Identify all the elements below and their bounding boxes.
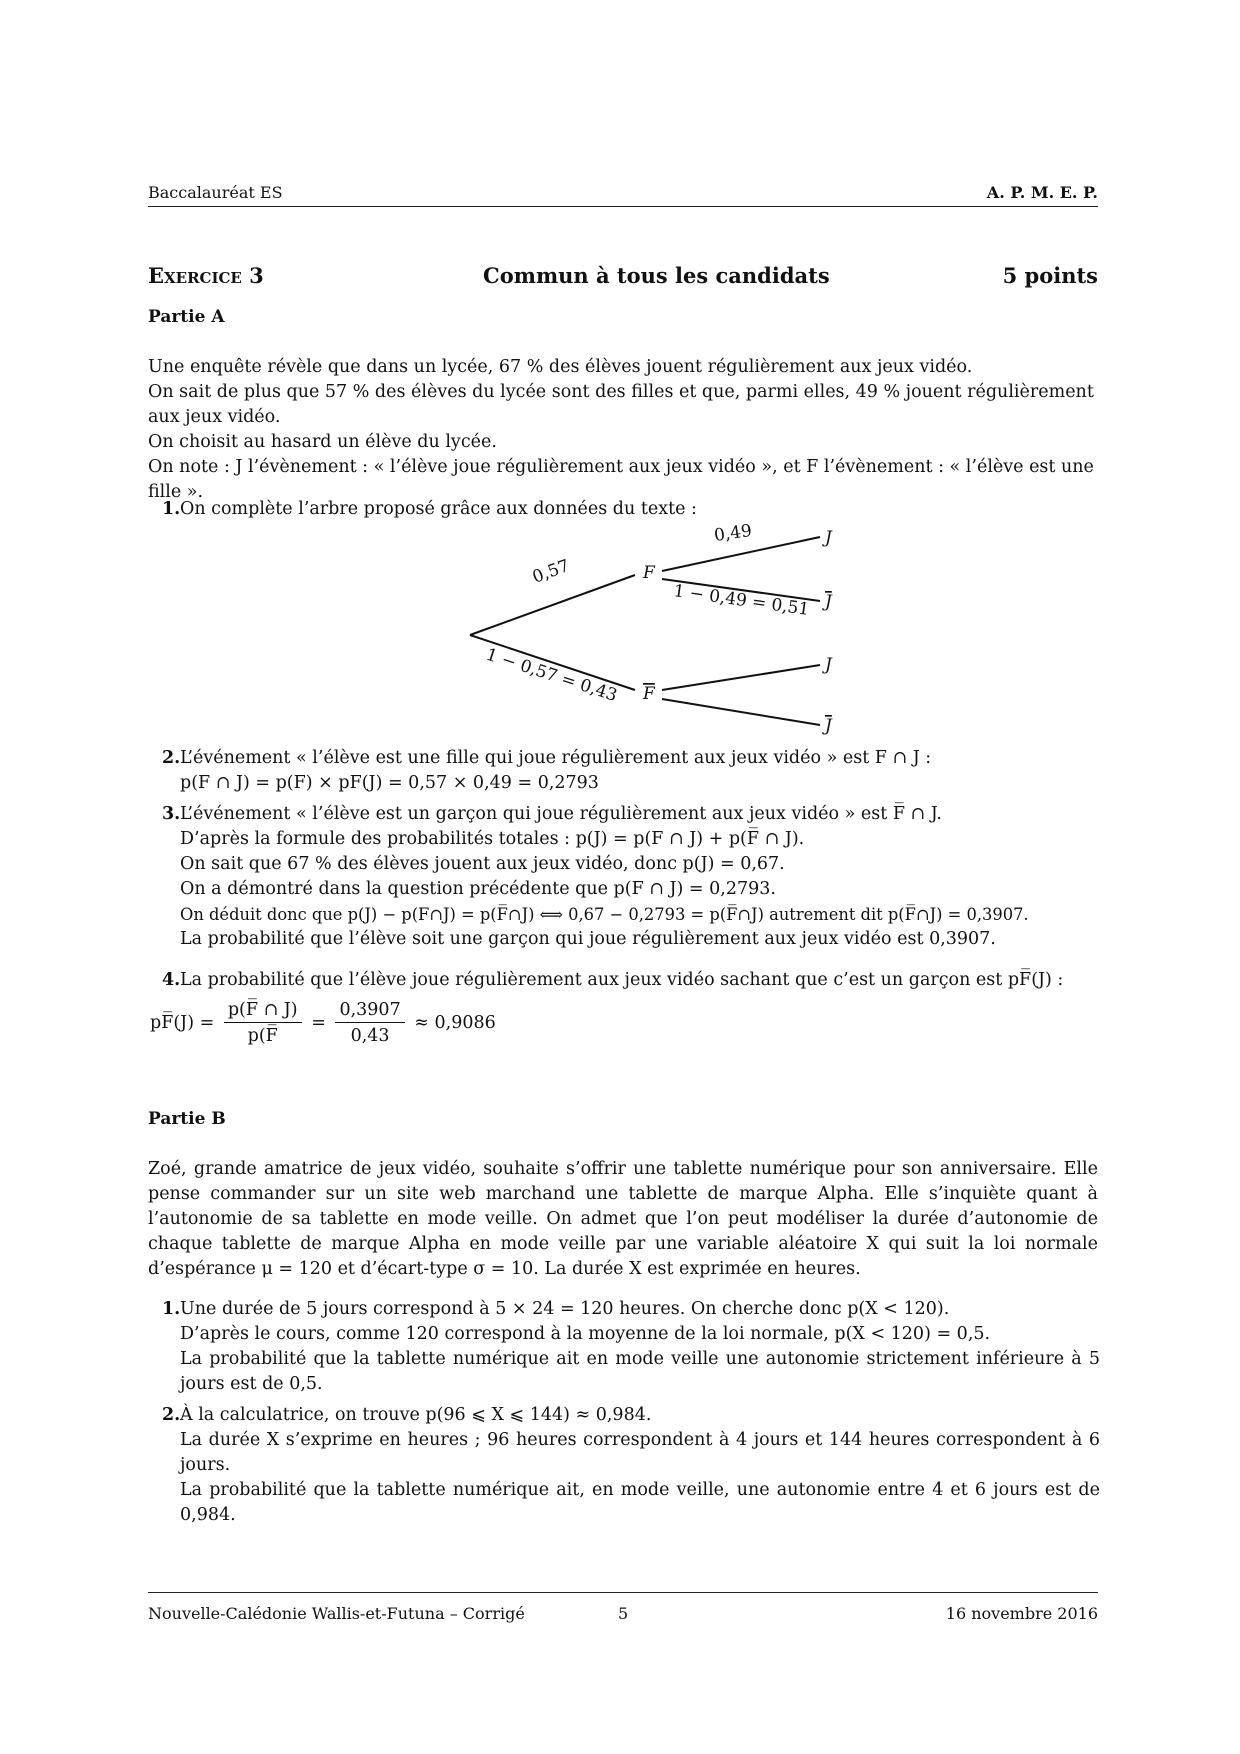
- node-Fbar: F: [643, 684, 655, 704]
- node-Jbar-1: J: [825, 592, 832, 612]
- intro-line: Une enquête révèle que dans un lycée, 67 % des élèves jouent régulièrement aux jeux vidéo.: [148, 357, 973, 377]
- question-line: La probabilité que la tablette numérique ait, en mode veille, une autonomie entre 4 et 6 jours est de 0,984.: [180, 1480, 1100, 1525]
- branch-Fbar-Jbar: [662, 699, 820, 725]
- question-b2: [162, 1403, 1100, 1528]
- question-number: 4.: [162, 970, 181, 990]
- branch-root-F: [470, 575, 635, 635]
- page-footer: [148, 1592, 1098, 1629]
- intro-line: On sait de plus que 57 % des élèves du lycée sont des filles et que, parmi elles, 49 % jouent régulièrement aux jeux vidéo.: [148, 382, 1094, 427]
- footer-date: 16 novembre 2016: [945, 1604, 1098, 1623]
- exercise-subtitle: Commun à tous les candidats: [483, 263, 830, 288]
- label-p-J-given-F: 0,49: [712, 520, 754, 546]
- question-line: À la calculatrice, on trouve p(96 ⩽ X ⩽ 144) ≈ 0,984.: [180, 1405, 652, 1425]
- question-text: On complète l’arbre proposé grâce aux données du texte :: [180, 499, 697, 519]
- exercise-title: Exercice 3: [148, 263, 264, 288]
- exercise-points: 5 points: [1002, 263, 1098, 288]
- question-line: La probabilité que l’élève joue régulièrement aux jeux vidéo sachant que c’est un garçon est pF̅(J) :: [180, 970, 1064, 990]
- node-Jbar-2: J: [825, 716, 832, 736]
- header-right: A. P. M. E. P.: [986, 183, 1098, 202]
- question-line: p(F ∩ J) = p(F) × pF(J) = 0,57 × 0,49 = 0,2793: [180, 773, 599, 793]
- part-a-title: Partie A: [148, 307, 225, 327]
- intro-line: On choisit au hasard un élève du lycée.: [148, 432, 497, 452]
- label-p-Jbar-given-F: 1 − 0,49 = 0,51: [672, 581, 811, 620]
- node-J-1: J: [825, 528, 832, 548]
- fraction-2-numerator: 0,3907: [335, 998, 404, 1023]
- exercise-title-row: [148, 263, 1098, 293]
- part-b-intro: Zoé, grande amatrice de jeux vidéo, souhaite s’offrir une tablette numérique pour son anniversaire. Elle pense commander sur un site web marchand une tablette de marque Alpha. Elle s’inquiète quant à l’autonomie de sa tablette en mode veille. On admet que l’on peut modéliser la durée d’autonomie de chaque tablette de marque Alpha en mode veille par une variable aléatoire X qui suit la loi normale d’espérance μ = 120 et d’écart-type σ = 10. La durée X est exprimée en heures.: [148, 1159, 1098, 1279]
- label-p-Fbar: 1 − 0,57 = 0,43: [483, 644, 620, 706]
- question-line: D’après la formule des probabilités totales : p(J) = p(F ∩ J) + p(F̅ ∩ J).: [180, 829, 805, 849]
- formula-result: ≈ 0,9086: [414, 1013, 496, 1033]
- question-line: D’après le cours, comme 120 correspond à la moyenne de la loi normale, p(X < 120) = 0,5.: [180, 1324, 991, 1344]
- intro-line: On note : J l’évènement : « l’élève joue régulièrement aux jeux vidéo », et F l’évènement : « l’élève est une fille ».: [148, 457, 1094, 502]
- fraction-2: [335, 998, 404, 1049]
- fraction-1-denominator: p(F̅: [247, 1026, 278, 1046]
- question-line: L’événement « l’élève est une fille qui joue régulièrement aux jeux vidéo » est F ∩ J :: [180, 748, 932, 768]
- question-number: 3.: [162, 804, 181, 824]
- part-b-title: Partie B: [148, 1109, 226, 1129]
- question-a4: [162, 968, 1100, 993]
- page-number: 5: [618, 1604, 629, 1623]
- part-a-intro: [148, 355, 1098, 505]
- node-J-2: J: [825, 655, 832, 675]
- question-line: Une durée de 5 jours correspond à 5 × 24 = 120 heures. On cherche donc p(X < 120).: [180, 1299, 950, 1319]
- question-number: 1.: [162, 1299, 181, 1319]
- fraction-2-denominator: 0,43: [350, 1026, 390, 1046]
- question-b1: [162, 1297, 1100, 1397]
- fraction-1: [224, 998, 302, 1049]
- question-line: On déduit donc que p(J) − p(F∩J) = p(F̅∩J) ⟺ 0,67 − 0,2793 = p(F̅∩J) autrement dit p(F̅∩J) = 0,3907.: [180, 905, 1029, 924]
- header-left: Baccalauréat ES: [148, 183, 283, 202]
- branch-Fbar-J: [662, 665, 820, 690]
- question-number: 2.: [162, 748, 181, 768]
- node-F: F: [643, 563, 655, 583]
- question-line: La probabilité que la tablette numérique ait en mode veille une autonomie strictement inférieure à 5 jours est de 0,5.: [180, 1349, 1100, 1394]
- formula-conditional: pF̅(J) = $\frac{p(F̅ \cap J)}{p(F̅}$ = $\frac{0,3907}{0,43}$ ≈ 0,9086: [150, 998, 750, 1049]
- question-line: La probabilité que l’élève soit une garçon qui joue régulièrement aux jeux vidéo est 0,3907.: [180, 929, 996, 949]
- question-number: 1.: [162, 499, 181, 519]
- question-line: On sait que 67 % des élèves jouent aux jeux vidéo, donc p(J) = 0,67.: [180, 854, 785, 874]
- formula-lhs: pF̅(J) =: [150, 1013, 215, 1033]
- footer-left: Nouvelle-Calédonie Wallis-et-Futuna – Corrigé: [148, 1604, 525, 1623]
- question-a2: [162, 746, 1100, 796]
- question-line: L’événement « l’élève est un garçon qui joue régulièrement aux jeux vidéo » est F̅ ∩ J.: [180, 804, 942, 824]
- page-header: [148, 180, 1098, 207]
- question-a3: [162, 802, 1100, 952]
- fraction-1-numerator: p(F̅ ∩ J): [224, 998, 302, 1023]
- question-line: On a démontré dans la question précédente que p(F ∩ J) = 0,2793.: [180, 879, 776, 899]
- question-line: La durée X s’exprime en heures ; 96 heures correspondent à 4 jours et 144 heures correspondent à 6 jours.: [180, 1430, 1100, 1475]
- probability-tree: [440, 515, 860, 740]
- label-p-F: 0,57: [529, 555, 573, 588]
- question-number: 2.: [162, 1405, 181, 1425]
